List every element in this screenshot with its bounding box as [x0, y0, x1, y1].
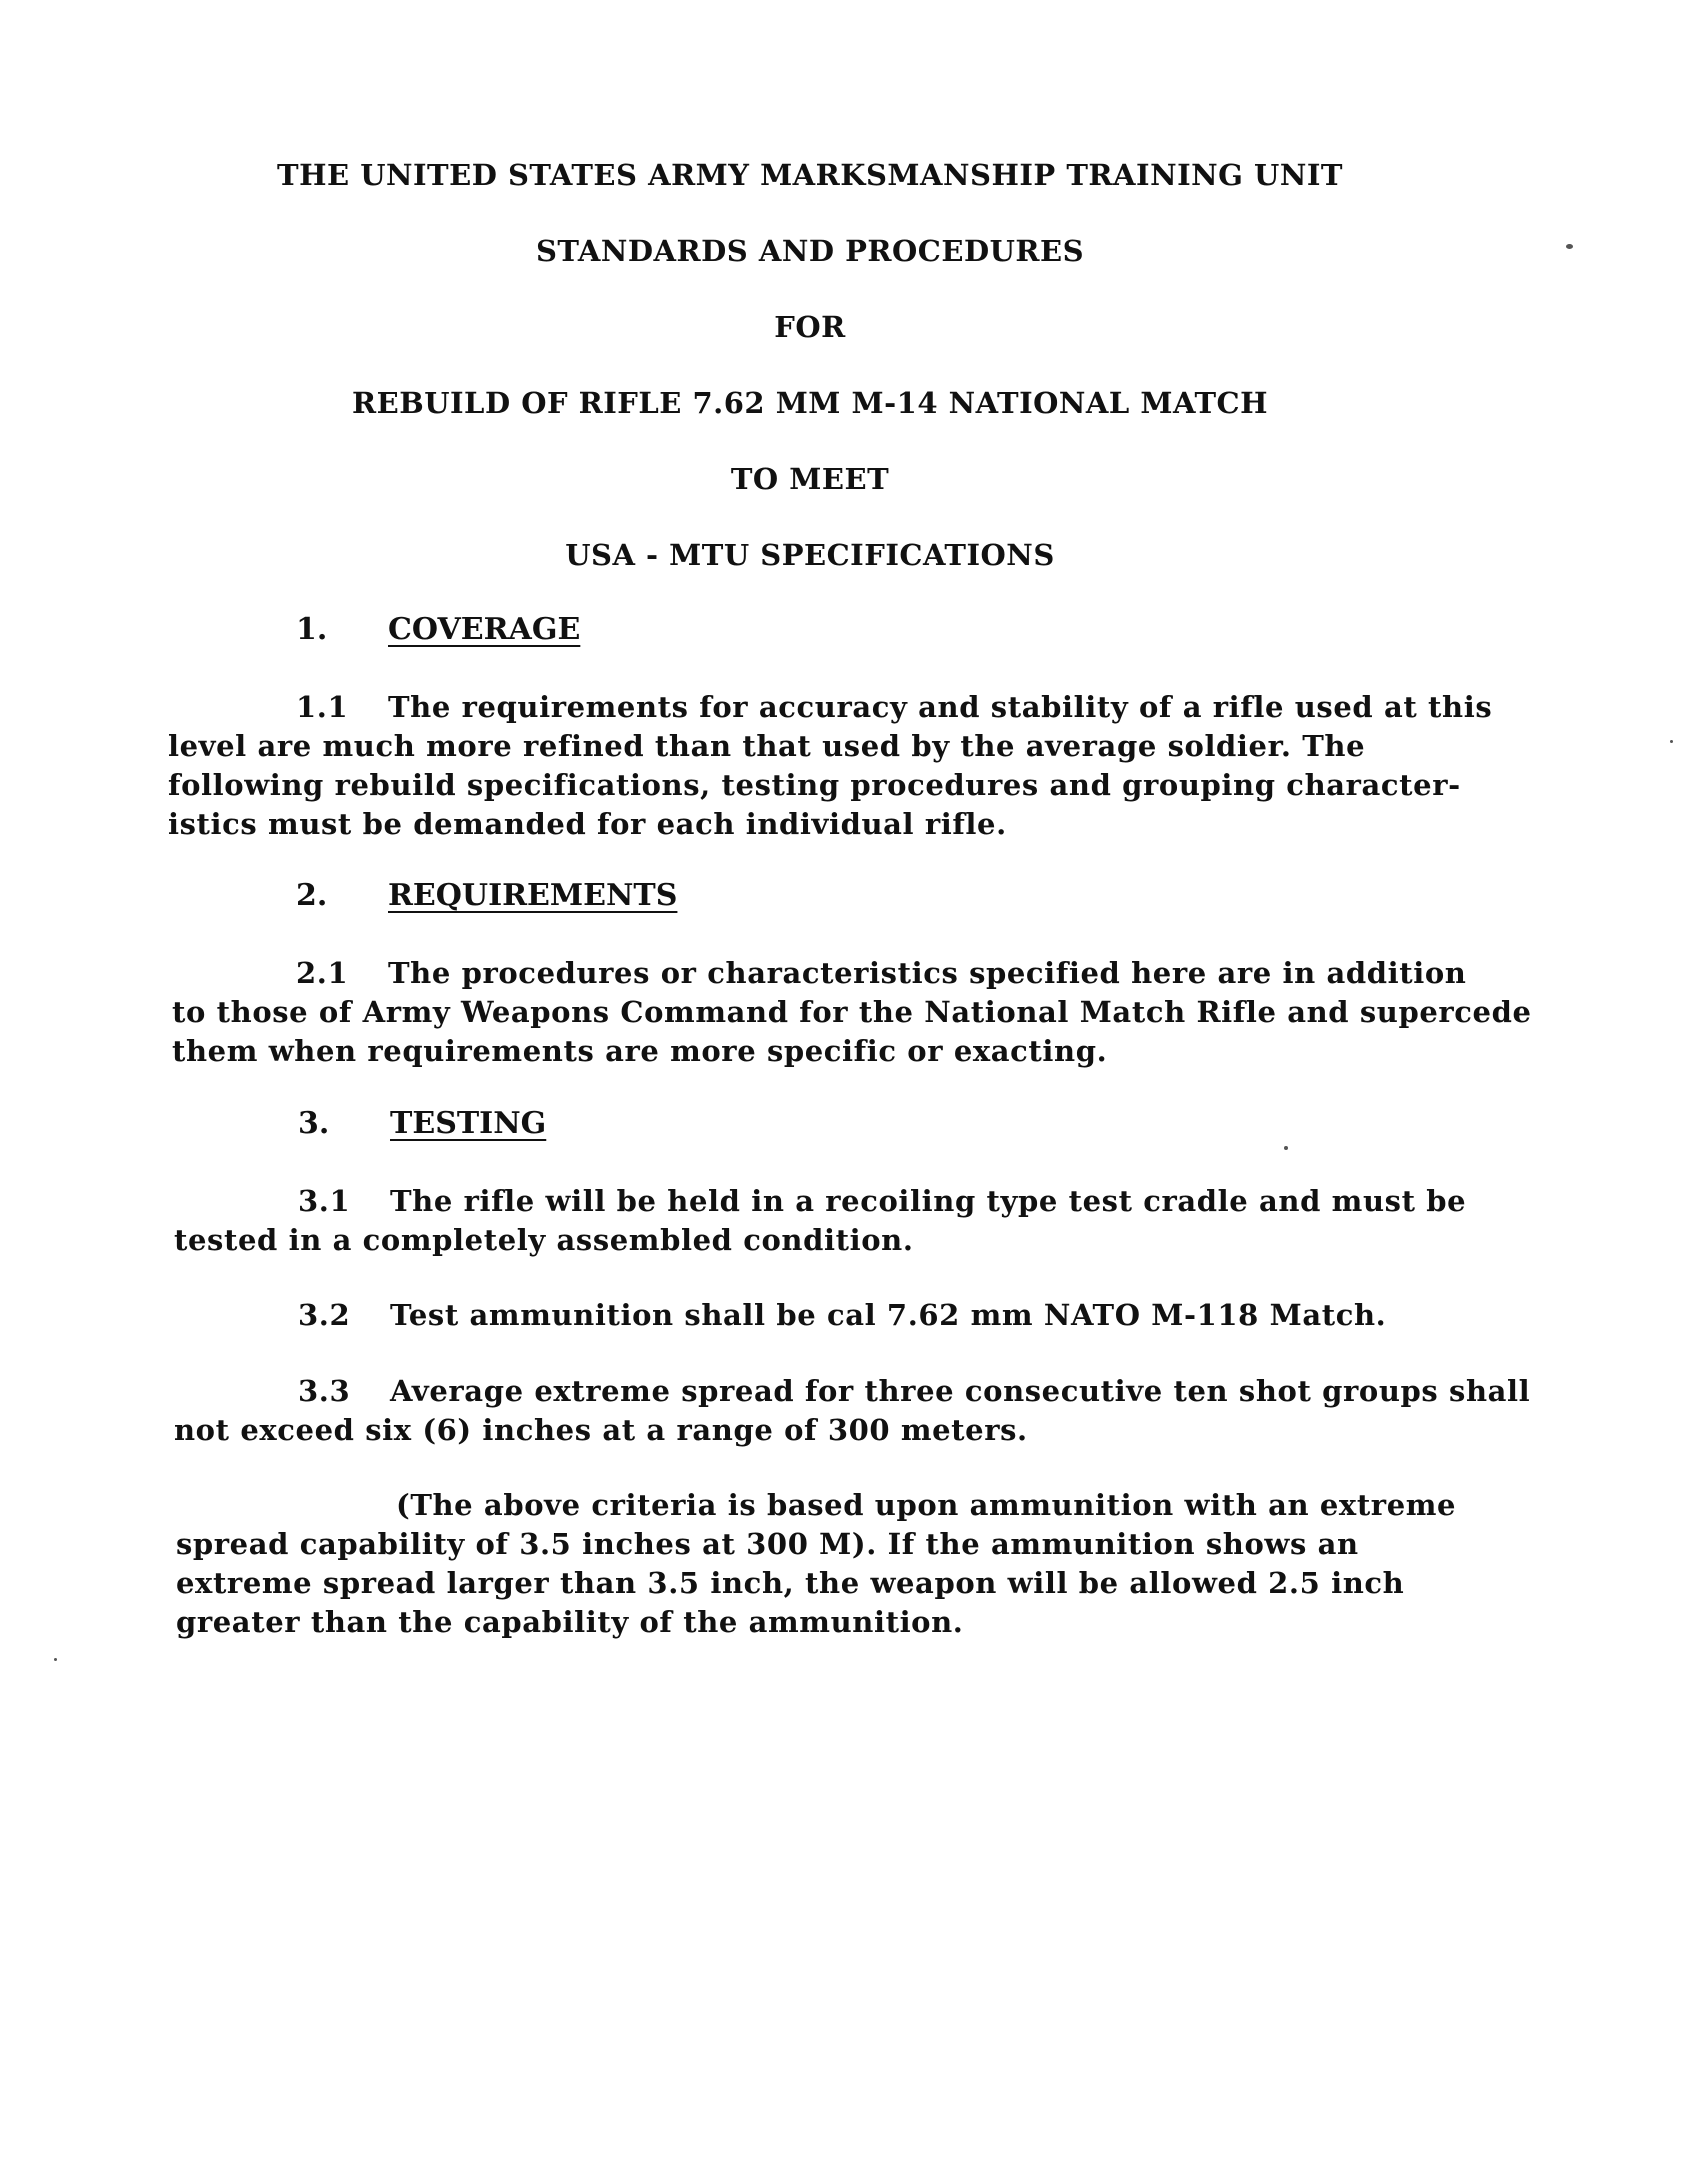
paragraph-number: 3.2 — [298, 1298, 351, 1332]
paragraph-line: (The above criteria is based upon ammunition with an extreme — [396, 1488, 1457, 1522]
paragraph-line: following rebuild specifications, testing procedures and grouping character- — [168, 768, 1461, 802]
paragraph-line: to those of Army Weapons Command for the National Match Rifle and supercede — [172, 995, 1532, 1029]
paragraph-line: greater than the capability of the ammunition. — [176, 1605, 964, 1639]
paragraph-line: not exceed six (6) inches at a range of 300 meters. — [174, 1413, 1028, 1447]
title-line-2: STANDARDS AND PROCEDURES — [535, 234, 1085, 268]
paragraph-1-1 — [168, 688, 1492, 844]
title-line-3: FOR — [774, 310, 846, 344]
paragraph-line: spread capability of 3.5 inches at 300 M). If the ammunition shows an — [176, 1527, 1359, 1561]
paragraph-line: them when requirements are more specific or exacting. — [172, 1034, 1108, 1068]
paragraph-3-1 — [174, 1182, 1466, 1260]
title-line-4: REBUILD OF RIFLE 7.62 MM M-14 NATIONAL MATCH — [351, 386, 1268, 420]
section-heading-requirements — [296, 878, 677, 913]
section-heading-coverage — [296, 612, 580, 647]
title-line-6: USA - MTU SPECIFICATIONS — [565, 538, 1055, 572]
paragraph-3-3-note — [176, 1486, 1456, 1642]
paragraph-line: Test ammunition shall be cal 7.62 mm NATO M-118 Match. — [390, 1298, 1387, 1332]
paragraph-number: 3.1 — [298, 1184, 351, 1218]
section-label: TESTING — [390, 1106, 547, 1141]
title-line-1: THE UNITED STATES ARMY MARKSMANSHIP TRAINING UNIT — [277, 158, 1343, 192]
paragraph-number: 2.1 — [296, 956, 349, 990]
paragraph-line: istics must be demanded for each individual rifle. — [168, 807, 1007, 841]
section-label: COVERAGE — [388, 612, 581, 647]
section-number: 3. — [298, 1106, 330, 1141]
section-label: REQUIREMENTS — [388, 878, 678, 913]
paragraph-2-1 — [172, 954, 1532, 1071]
section-heading-testing — [298, 1106, 546, 1141]
scan-speck — [1284, 1146, 1288, 1150]
paragraph-line: tested in a completely assembled condition. — [174, 1223, 914, 1257]
paragraph-line: The requirements for accuracy and stability of a rifle used at this — [388, 690, 1493, 724]
paragraph-line: The procedures or characteristics specified here are in addition — [388, 956, 1467, 990]
scan-speck — [1566, 244, 1573, 249]
paragraph-number: 1.1 — [296, 690, 349, 724]
paragraph-line: The rifle will be held in a recoiling type test cradle and must be — [390, 1184, 1467, 1218]
paragraph-line: extreme spread larger than 3.5 inch, the weapon will be allowed 2.5 inch — [176, 1566, 1405, 1600]
scan-speck — [54, 1658, 57, 1661]
paragraph-line: level are much more refined than that used by the average soldier. The — [168, 729, 1366, 763]
paragraph-line: Average extreme spread for three consecutive ten shot groups shall — [390, 1374, 1531, 1408]
section-number: 2. — [296, 878, 328, 913]
paragraph-3-3 — [174, 1372, 1530, 1450]
paragraph-3-2 — [174, 1296, 1386, 1335]
section-number: 1. — [296, 612, 328, 647]
paragraph-number: 3.3 — [298, 1374, 351, 1408]
scan-speck — [1670, 740, 1673, 743]
title-line-5: TO MEET — [730, 462, 890, 496]
